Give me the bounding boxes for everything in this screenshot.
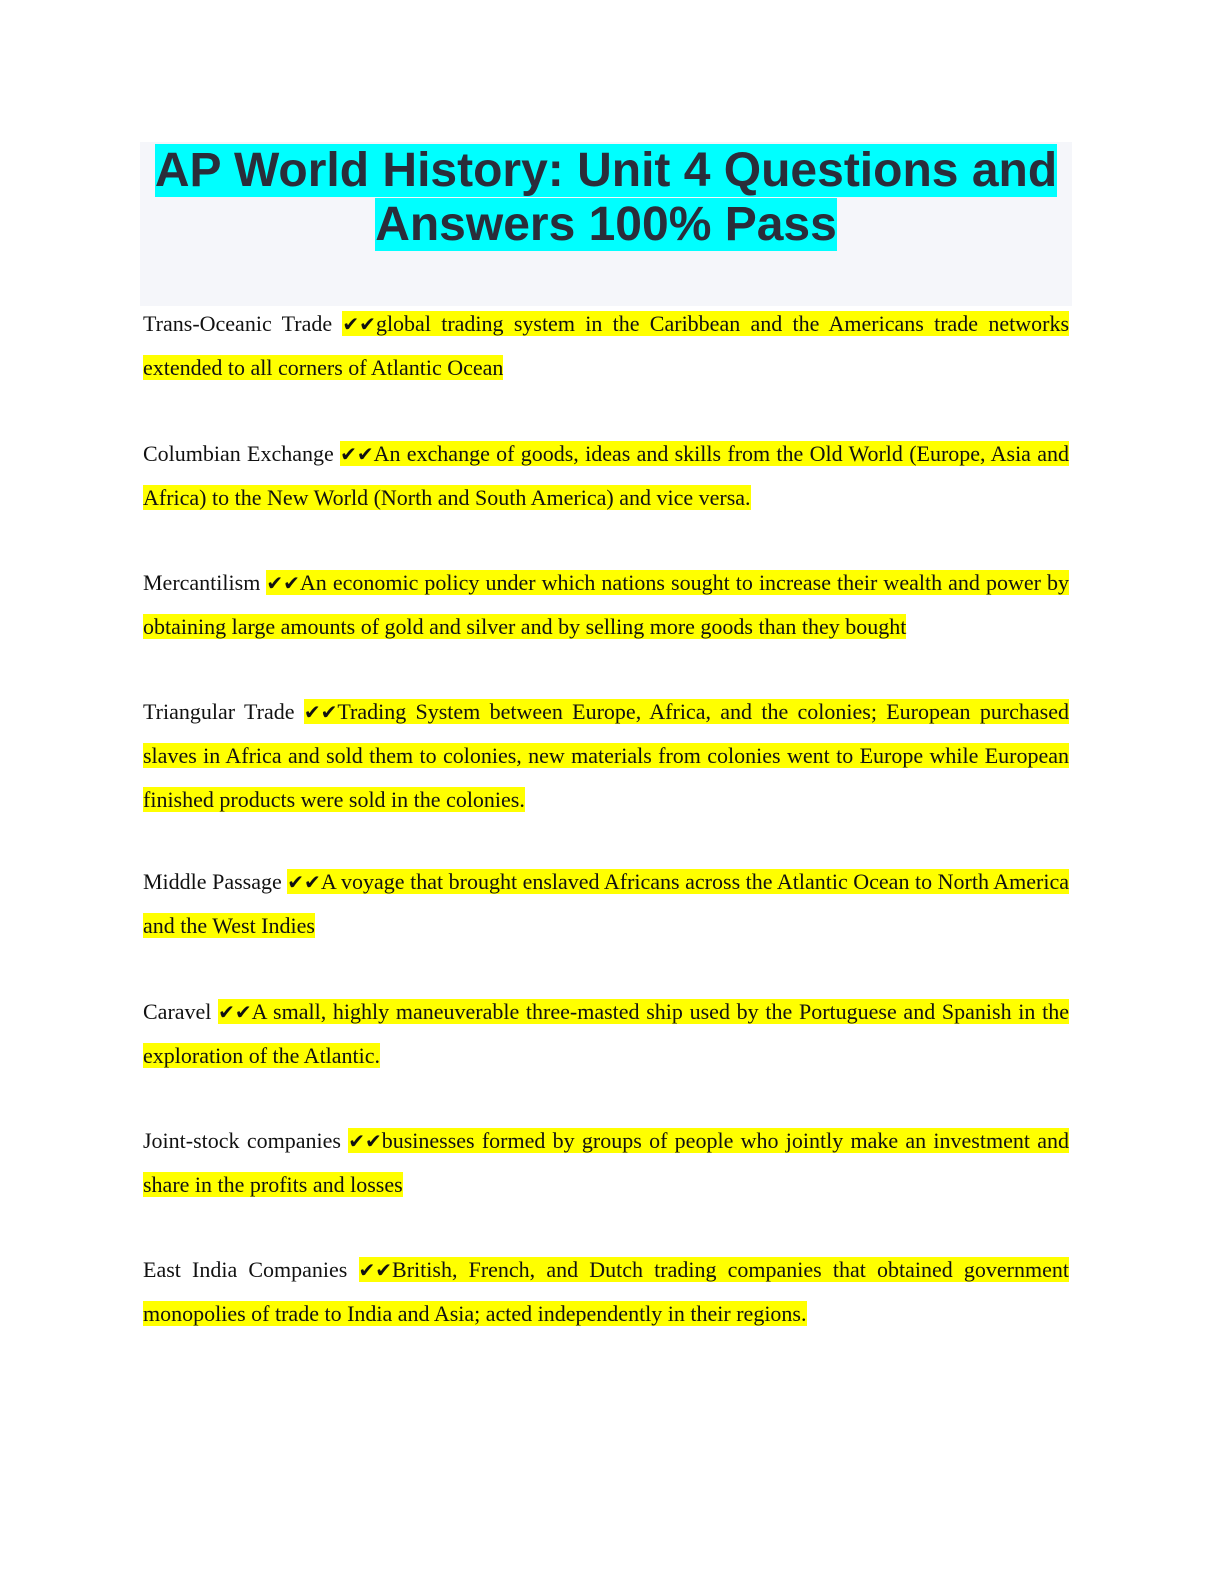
term: Trans-Oceanic Trade <box>143 311 333 336</box>
term: East India Companies <box>143 1257 348 1282</box>
term: Mercantilism <box>143 570 261 595</box>
term: Triangular Trade <box>143 699 295 724</box>
term: Joint-stock companies <box>143 1128 341 1153</box>
term: Middle Passage <box>143 869 282 894</box>
check-icon: ✔✔ <box>340 442 374 466</box>
definition-highlight <box>143 570 1069 639</box>
definition-highlight <box>143 869 1069 938</box>
flashcard-entry <box>143 860 1069 948</box>
flashcard-entry <box>143 690 1069 822</box>
definition: businesses formed by groups of people who jointly make an investment and share in the profits and losses <box>143 1128 1069 1197</box>
term: Caravel <box>143 999 212 1024</box>
check-icon: ✔✔ <box>342 312 376 336</box>
check-icon: ✔✔ <box>287 870 321 894</box>
flashcard-entry <box>143 302 1069 390</box>
check-icon: ✔✔ <box>266 571 300 595</box>
definition-highlight <box>143 999 1069 1068</box>
definition: An economic policy under which nations sought to increase their wealth and power by obtaining large amounts of gold and silver and by selling more goods than they bought <box>143 570 1069 639</box>
definition: global trading system in the Caribbean and the Americans trade networks extended to all corners of Atlantic Ocean <box>143 311 1070 380</box>
flashcard-entry <box>143 561 1069 649</box>
flashcard-entry <box>143 1119 1069 1207</box>
flashcard-entry <box>143 432 1069 520</box>
term: Columbian Exchange <box>143 441 334 466</box>
definition: A voyage that brought enslaved Africans across the Atlantic Ocean to North America and the West Indies <box>143 869 1070 938</box>
definition: Trading System between Europe, Africa, and the colonies; European purchased slaves in Africa and sold them to colonies, new materials from colonies went to Europe while European finished products were sold in the colonies. <box>143 699 1070 812</box>
definition: British, French, and Dutch trading companies that obtained government monopolies of trade to India and Asia; acted independently in their regions. <box>143 1257 1069 1326</box>
check-icon: ✔✔ <box>218 1000 252 1024</box>
check-icon: ✔✔ <box>358 1258 393 1282</box>
page-title <box>140 142 1072 252</box>
check-icon: ✔✔ <box>348 1129 382 1153</box>
title-text: AP World History: Unit 4 Questions and Answers 100% Pass <box>154 144 1058 251</box>
flashcard-entry <box>143 990 1069 1078</box>
definition: An exchange of goods, ideas and skills from the Old World (Europe, Asia and Africa) to the New World (North and South America) and vice versa. <box>143 441 1069 510</box>
flashcard-entry <box>143 1248 1069 1336</box>
definition: A small, highly maneuverable three-masted ship used by the Portuguese and Spanish in the exploration of the Atlantic. <box>143 999 1069 1068</box>
check-icon: ✔✔ <box>303 700 338 724</box>
title-banner <box>140 142 1072 306</box>
